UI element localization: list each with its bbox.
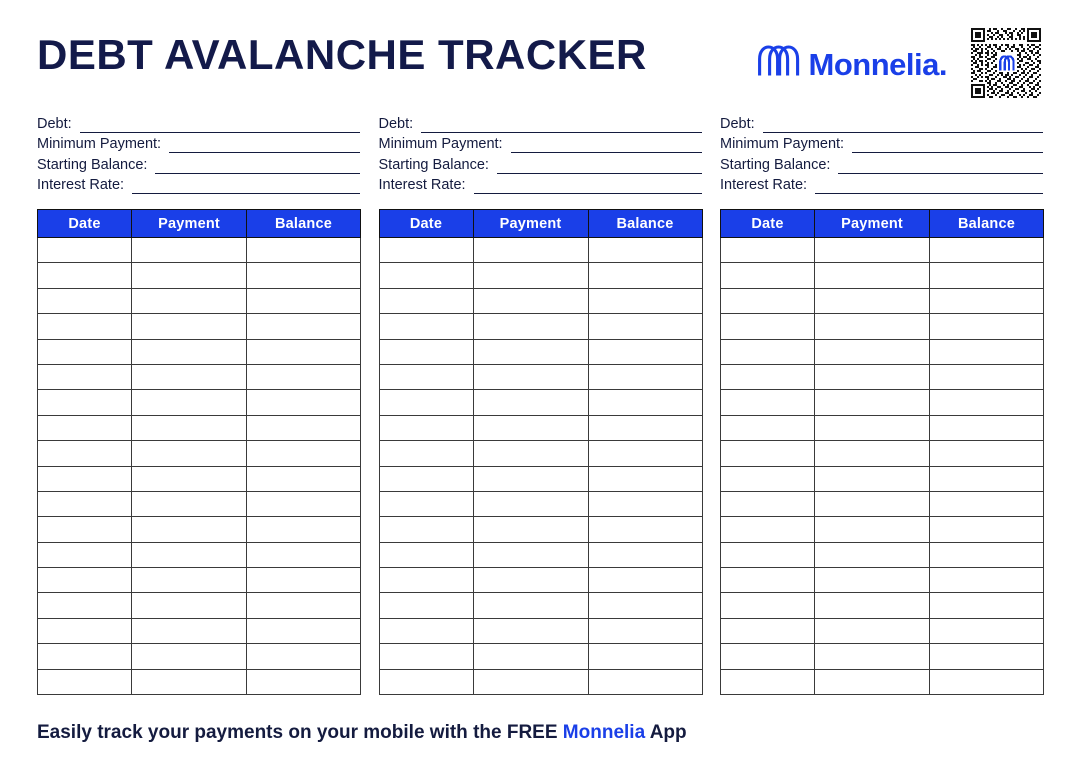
table-cell-balance[interactable] (247, 390, 361, 415)
table-cell-balance[interactable] (588, 263, 702, 288)
field-label-interest-rate: Interest Rate: (37, 177, 125, 193)
table-cell-balance[interactable] (588, 644, 702, 669)
table-cell-payment[interactable] (473, 314, 588, 339)
table-cell-payment[interactable] (473, 364, 588, 389)
table-cell-date[interactable] (38, 364, 132, 389)
field-label-interest-rate: Interest Rate: (378, 177, 466, 193)
table-cell-balance[interactable] (588, 618, 702, 643)
table-row (721, 415, 1044, 440)
table-cell-date[interactable] (379, 288, 473, 313)
table-cell-date[interactable] (379, 618, 473, 643)
table-row (721, 364, 1044, 389)
table-row (379, 644, 702, 669)
table-header-row (379, 210, 702, 238)
table-cell-balance[interactable] (588, 517, 702, 542)
field-label-minimum-payment: Minimum Payment: (37, 136, 162, 152)
table-row (38, 491, 361, 516)
column-header-balance: Balance (247, 210, 361, 238)
field-input-debt[interactable] (763, 120, 1043, 133)
monnelia-m-arch-icon (756, 44, 808, 83)
table-cell-date[interactable] (38, 238, 132, 263)
table-row (721, 390, 1044, 415)
table-cell-date[interactable] (721, 314, 815, 339)
table-cell-payment[interactable] (132, 542, 247, 567)
table-cell-balance[interactable] (930, 263, 1044, 288)
payment-ledger-table-2 (379, 209, 703, 695)
table-cell-payment[interactable] (132, 339, 247, 364)
table-cell-date[interactable] (38, 568, 132, 593)
table-cell-date[interactable] (38, 669, 132, 694)
table-row (379, 542, 702, 567)
table-cell-balance[interactable] (588, 568, 702, 593)
table-cell-date[interactable] (379, 415, 473, 440)
debt-fields-2 (379, 112, 702, 194)
table-cell-date[interactable] (721, 441, 815, 466)
field-label-debt: Debt: (37, 115, 72, 132)
table-cell-payment[interactable] (815, 517, 930, 542)
table-cell-balance[interactable] (930, 238, 1044, 263)
monnelia-logo (756, 44, 947, 83)
table-cell-date[interactable] (379, 339, 473, 364)
table-cell-date[interactable] (38, 415, 132, 440)
table-row (379, 593, 702, 618)
table-cell-date[interactable] (721, 263, 815, 288)
table-cell-balance[interactable] (930, 466, 1044, 491)
field-input-minimum-payment[interactable] (511, 140, 702, 153)
table-cell-date[interactable] (379, 542, 473, 567)
table-row (379, 669, 702, 694)
column-header-balance: Balance (588, 210, 702, 238)
table-cell-payment[interactable] (473, 415, 588, 440)
table-row (721, 593, 1044, 618)
table-row (379, 339, 702, 364)
table-cell-payment[interactable] (815, 669, 930, 694)
table-cell-payment[interactable] (132, 390, 247, 415)
table-cell-balance[interactable] (247, 669, 361, 694)
table-cell-balance[interactable] (588, 593, 702, 618)
table-cell-payment[interactable] (815, 491, 930, 516)
field-interest-rate[interactable] (37, 174, 360, 195)
table-cell-payment[interactable] (815, 542, 930, 567)
table-cell-date[interactable] (721, 238, 815, 263)
table-cell-balance[interactable] (588, 339, 702, 364)
field-input-minimum-payment[interactable] (852, 140, 1043, 153)
field-label-debt: Debt: (378, 115, 414, 132)
table-cell-payment[interactable] (473, 491, 588, 516)
table-row (721, 568, 1044, 593)
table-cell-date[interactable] (379, 314, 473, 339)
field-label-starting-balance: Starting Balance: (720, 156, 831, 173)
table-row (38, 441, 361, 466)
table-row (38, 415, 361, 440)
table-row (38, 593, 361, 618)
field-label-interest-rate: Interest Rate: (720, 177, 808, 193)
table-cell-payment[interactable] (132, 238, 247, 263)
field-input-debt[interactable] (421, 120, 701, 133)
table-row (721, 288, 1044, 313)
table-cell-payment[interactable] (815, 263, 930, 288)
table-cell-date[interactable] (721, 669, 815, 694)
table-cell-date[interactable] (721, 618, 815, 643)
field-label-starting-balance: Starting Balance: (37, 156, 148, 173)
table-row (38, 669, 361, 694)
table-cell-date[interactable] (379, 669, 473, 694)
table-cell-balance[interactable] (247, 288, 361, 313)
table-cell-date[interactable] (38, 263, 132, 288)
table-cell-date[interactable] (721, 288, 815, 313)
table-cell-balance[interactable] (930, 364, 1044, 389)
table-cell-balance[interactable] (930, 415, 1044, 440)
table-row (38, 288, 361, 313)
table-body (721, 238, 1044, 695)
table-row (38, 568, 361, 593)
table-cell-payment[interactable] (815, 644, 930, 669)
table-cell-payment[interactable] (473, 542, 588, 567)
table-cell-balance[interactable] (588, 441, 702, 466)
table-cell-date[interactable] (38, 491, 132, 516)
table-cell-balance[interactable] (247, 644, 361, 669)
table-row (379, 364, 702, 389)
table-cell-payment[interactable] (473, 263, 588, 288)
table-row (38, 314, 361, 339)
table-cell-date[interactable] (721, 390, 815, 415)
table-cell-date[interactable] (721, 568, 815, 593)
table-row (721, 466, 1044, 491)
field-label-debt: Debt: (720, 115, 755, 132)
table-cell-payment[interactable] (473, 568, 588, 593)
table-body (38, 238, 361, 695)
table-row (721, 669, 1044, 694)
table-cell-balance[interactable] (247, 517, 361, 542)
table-cell-payment[interactable] (815, 568, 930, 593)
table-cell-balance[interactable] (588, 314, 702, 339)
table-body (379, 238, 702, 695)
table-cell-payment[interactable] (815, 364, 930, 389)
table-cell-payment[interactable] (815, 288, 930, 313)
table-row (721, 263, 1044, 288)
table-cell-payment[interactable] (473, 238, 588, 263)
table-cell-balance[interactable] (588, 238, 702, 263)
field-input-interest-rate[interactable] (815, 181, 1043, 194)
qr-code-icon[interactable] (969, 26, 1043, 100)
table-cell-date[interactable] (721, 415, 815, 440)
table-cell-payment[interactable] (473, 517, 588, 542)
field-starting-balance[interactable] (720, 153, 1043, 174)
table-row (379, 288, 702, 313)
table-row (38, 390, 361, 415)
table-row (38, 364, 361, 389)
column-header-payment: Payment (815, 210, 930, 238)
table-cell-payment[interactable] (132, 593, 247, 618)
table-row (38, 263, 361, 288)
table-row (379, 466, 702, 491)
table-cell-date[interactable] (721, 466, 815, 491)
field-debt[interactable] (379, 112, 702, 133)
field-input-interest-rate[interactable] (132, 181, 360, 194)
table-cell-date[interactable] (38, 466, 132, 491)
table-cell-date[interactable] (721, 517, 815, 542)
table-row (721, 314, 1044, 339)
footer-text-before: Easily track your payments on your mobile with the FREE (37, 722, 563, 743)
payment-ledger-table-3 (720, 209, 1044, 695)
table-cell-payment[interactable] (473, 618, 588, 643)
payment-ledger-table-1 (37, 209, 361, 695)
table-head (721, 210, 1044, 238)
table-cell-payment[interactable] (132, 669, 247, 694)
field-debt[interactable] (37, 112, 360, 133)
table-row (38, 644, 361, 669)
field-input-starting-balance[interactable] (497, 161, 702, 174)
table-cell-balance[interactable] (930, 517, 1044, 542)
table-row (721, 618, 1044, 643)
table-row (379, 238, 702, 263)
table-cell-balance[interactable] (247, 618, 361, 643)
table-cell-date[interactable] (721, 364, 815, 389)
table-cell-payment[interactable] (815, 339, 930, 364)
table-cell-payment[interactable] (815, 314, 930, 339)
field-minimum-payment[interactable] (379, 133, 702, 154)
table-cell-balance[interactable] (247, 466, 361, 491)
table-cell-balance[interactable] (930, 669, 1044, 694)
table-cell-balance[interactable] (588, 542, 702, 567)
table-cell-date[interactable] (379, 263, 473, 288)
footer-brand-name: Monnelia (562, 722, 646, 743)
table-cell-balance[interactable] (930, 288, 1044, 313)
table-cell-payment[interactable] (132, 263, 247, 288)
table-row (379, 517, 702, 542)
table-row (379, 568, 702, 593)
debt-fields-1 (37, 112, 360, 194)
field-input-minimum-payment[interactable] (169, 140, 360, 153)
table-cell-balance[interactable] (930, 441, 1044, 466)
column-header-payment: Payment (473, 210, 588, 238)
table-cell-balance[interactable] (247, 263, 361, 288)
table-cell-date[interactable] (38, 288, 132, 313)
table-row (379, 441, 702, 466)
table-cell-date[interactable] (721, 339, 815, 364)
table-cell-payment[interactable] (132, 517, 247, 542)
table-row (38, 339, 361, 364)
table-cell-payment[interactable] (132, 568, 247, 593)
page-header (0, 0, 1080, 108)
table-cell-date[interactable] (38, 618, 132, 643)
field-interest-rate[interactable] (720, 174, 1043, 195)
table-cell-balance[interactable] (247, 593, 361, 618)
table-cell-date[interactable] (379, 593, 473, 618)
table-cell-date[interactable] (38, 339, 132, 364)
table-cell-date[interactable] (379, 441, 473, 466)
debt-block-2 (379, 112, 702, 695)
table-cell-balance[interactable] (247, 568, 361, 593)
table-row (721, 339, 1044, 364)
field-input-starting-balance[interactable] (838, 161, 1043, 174)
table-cell-payment[interactable] (132, 466, 247, 491)
table-cell-balance[interactable] (930, 568, 1044, 593)
table-cell-date[interactable] (379, 517, 473, 542)
table-cell-balance[interactable] (930, 618, 1044, 643)
table-header-row (38, 210, 361, 238)
field-label-minimum-payment: Minimum Payment: (720, 136, 845, 152)
table-cell-balance[interactable] (247, 415, 361, 440)
table-row (379, 491, 702, 516)
table-cell-payment[interactable] (473, 288, 588, 313)
table-cell-payment[interactable] (132, 314, 247, 339)
field-starting-balance[interactable] (37, 153, 360, 174)
table-cell-payment[interactable] (132, 441, 247, 466)
table-row (379, 390, 702, 415)
table-row (38, 466, 361, 491)
table-cell-balance[interactable] (930, 339, 1044, 364)
table-row (721, 441, 1044, 466)
table-cell-date[interactable] (38, 314, 132, 339)
table-cell-balance[interactable] (930, 390, 1044, 415)
table-cell-payment[interactable] (132, 491, 247, 516)
table-cell-payment[interactable] (132, 644, 247, 669)
field-debt[interactable] (720, 112, 1043, 133)
debt-blocks (37, 112, 1043, 695)
table-row (721, 517, 1044, 542)
table-cell-payment[interactable] (815, 415, 930, 440)
brand-name: Monnelia. (808, 46, 947, 82)
table-row (38, 542, 361, 567)
table-cell-date[interactable] (721, 491, 815, 516)
table-cell-balance[interactable] (930, 491, 1044, 516)
table-cell-date[interactable] (379, 390, 473, 415)
table-cell-date[interactable] (38, 542, 132, 567)
table-cell-date[interactable] (379, 466, 473, 491)
field-input-starting-balance[interactable] (155, 161, 360, 174)
column-header-payment: Payment (132, 210, 247, 238)
column-header-date: Date (721, 210, 815, 238)
table-cell-balance[interactable] (930, 314, 1044, 339)
field-starting-balance[interactable] (379, 153, 702, 174)
table-cell-date[interactable] (38, 441, 132, 466)
table-cell-payment[interactable] (815, 441, 930, 466)
table-cell-payment[interactable] (473, 593, 588, 618)
field-interest-rate[interactable] (379, 174, 702, 195)
table-cell-payment[interactable] (473, 466, 588, 491)
table-cell-balance[interactable] (247, 339, 361, 364)
table-row (379, 415, 702, 440)
field-input-debt[interactable] (80, 120, 360, 133)
table-cell-date[interactable] (38, 644, 132, 669)
table-row (38, 238, 361, 263)
table-cell-date[interactable] (379, 644, 473, 669)
footer-text-after: App (645, 722, 687, 743)
field-input-interest-rate[interactable] (474, 181, 702, 194)
table-cell-payment[interactable] (132, 618, 247, 643)
table-cell-balance[interactable] (588, 288, 702, 313)
column-header-date: Date (379, 210, 473, 238)
table-cell-date[interactable] (379, 238, 473, 263)
table-cell-balance[interactable] (588, 669, 702, 694)
table-cell-balance[interactable] (588, 390, 702, 415)
table-row (38, 618, 361, 643)
table-cell-date[interactable] (721, 542, 815, 567)
debt-block-3 (720, 112, 1043, 695)
table-cell-payment[interactable] (815, 466, 930, 491)
table-cell-balance[interactable] (588, 415, 702, 440)
table-cell-date[interactable] (379, 491, 473, 516)
table-row (721, 644, 1044, 669)
table-cell-payment[interactable] (815, 390, 930, 415)
debt-block-1 (37, 112, 360, 695)
table-cell-date[interactable] (38, 593, 132, 618)
table-cell-balance[interactable] (930, 644, 1044, 669)
table-cell-date[interactable] (721, 593, 815, 618)
table-cell-balance[interactable] (588, 466, 702, 491)
table-cell-date[interactable] (38, 390, 132, 415)
table-row (38, 517, 361, 542)
table-cell-payment[interactable] (473, 669, 588, 694)
table-row (379, 263, 702, 288)
table-cell-payment[interactable] (473, 644, 588, 669)
table-cell-balance[interactable] (588, 364, 702, 389)
table-cell-balance[interactable] (247, 542, 361, 567)
table-row (721, 238, 1044, 263)
table-row (379, 618, 702, 643)
table-row (721, 491, 1044, 516)
table-cell-date[interactable] (721, 644, 815, 669)
table-cell-balance[interactable] (247, 238, 361, 263)
table-cell-balance[interactable] (247, 441, 361, 466)
table-header-row (721, 210, 1044, 238)
column-header-date: Date (38, 210, 132, 238)
table-cell-payment[interactable] (815, 593, 930, 618)
table-cell-payment[interactable] (473, 339, 588, 364)
footer-promo (37, 722, 687, 744)
table-cell-balance[interactable] (247, 364, 361, 389)
table-cell-payment[interactable] (473, 390, 588, 415)
table-cell-payment[interactable] (815, 238, 930, 263)
debt-fields-3 (720, 112, 1043, 194)
table-cell-balance[interactable] (930, 593, 1044, 618)
table-cell-payment[interactable] (132, 364, 247, 389)
table-cell-payment[interactable] (132, 415, 247, 440)
table-cell-balance[interactable] (247, 491, 361, 516)
brand-lockup (756, 26, 1043, 100)
table-cell-payment[interactable] (815, 618, 930, 643)
table-cell-date[interactable] (379, 568, 473, 593)
table-cell-balance[interactable] (247, 314, 361, 339)
field-label-minimum-payment: Minimum Payment: (378, 136, 503, 152)
table-cell-balance[interactable] (588, 491, 702, 516)
page-title: DEBT AVALANCHE TRACKER (37, 31, 647, 78)
table-cell-date[interactable] (38, 517, 132, 542)
table-head (379, 210, 702, 238)
table-row (721, 542, 1044, 567)
table-cell-payment[interactable] (473, 441, 588, 466)
table-head (38, 210, 361, 238)
table-cell-date[interactable] (379, 364, 473, 389)
field-minimum-payment[interactable] (37, 133, 360, 154)
table-cell-payment[interactable] (132, 288, 247, 313)
field-label-starting-balance: Starting Balance: (378, 156, 489, 173)
column-header-balance: Balance (930, 210, 1044, 238)
table-row (379, 314, 702, 339)
table-cell-balance[interactable] (930, 542, 1044, 567)
field-minimum-payment[interactable] (720, 133, 1043, 154)
